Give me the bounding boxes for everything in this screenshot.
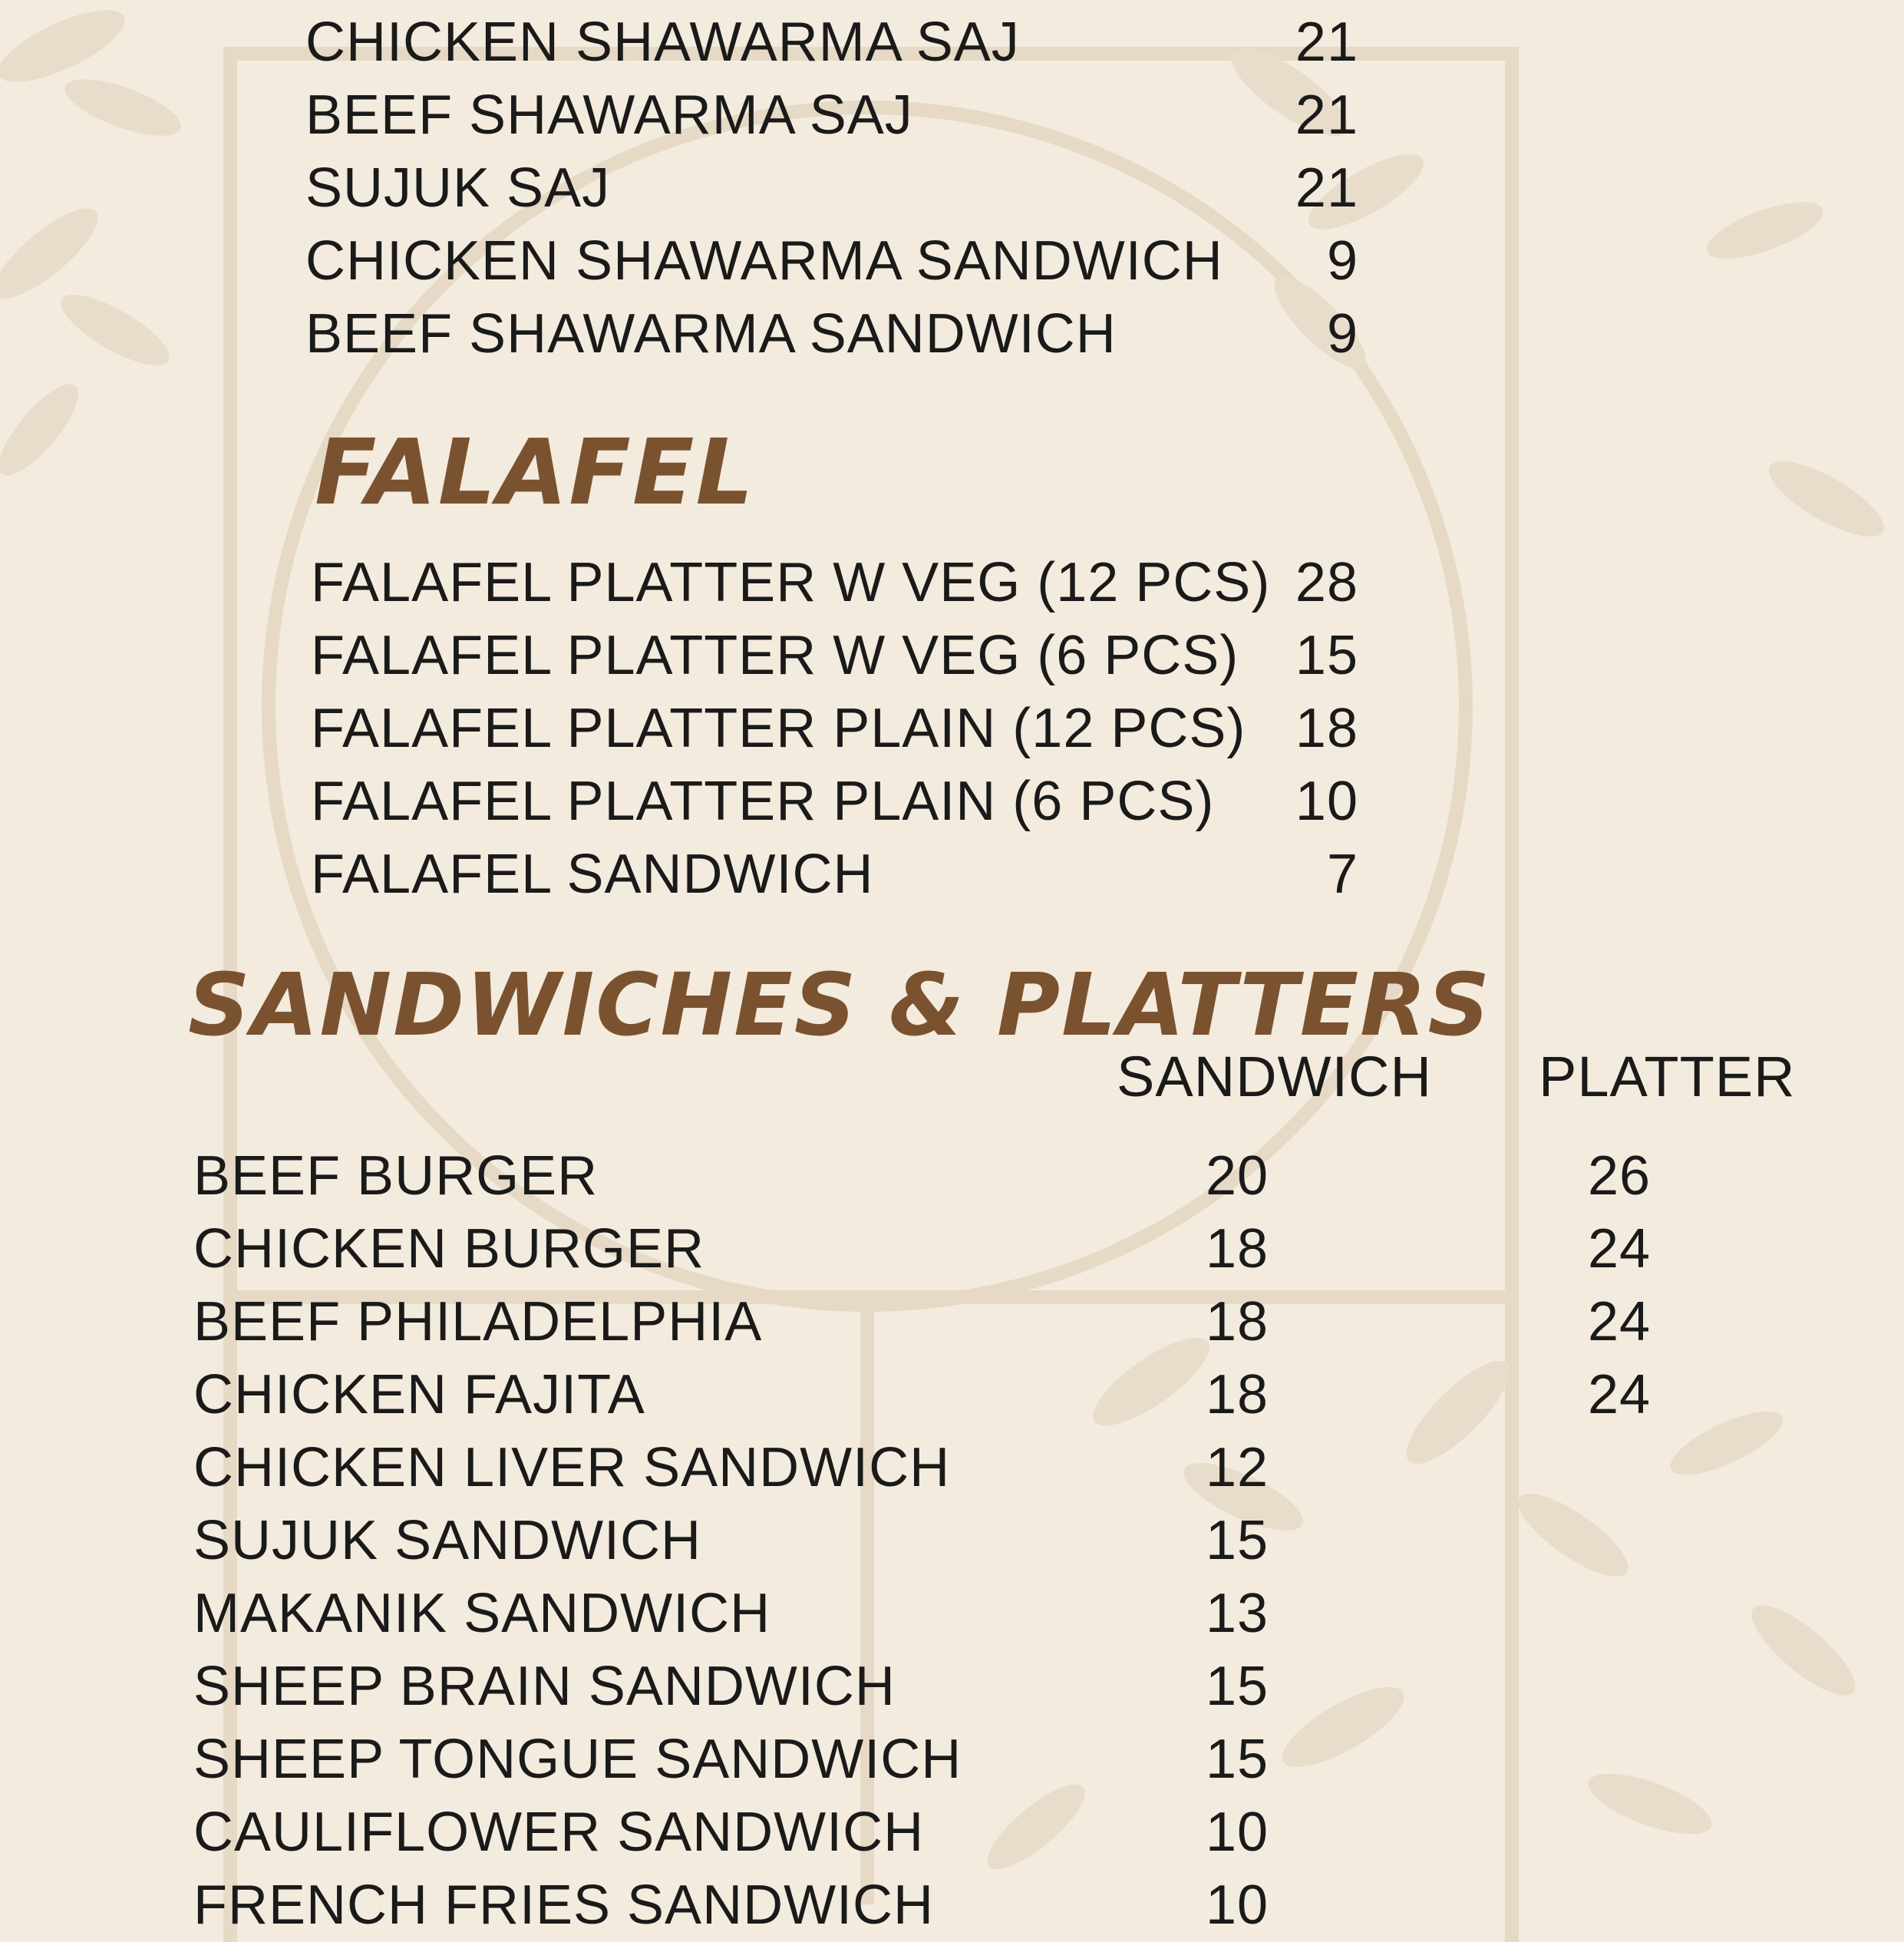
item-price: 21 (1295, 12, 1358, 73)
list-item (305, 298, 1518, 371)
list-item (305, 6, 1518, 79)
item-name: BEEF SHAWARMA SANDWICH (305, 303, 1117, 365)
sandwich-price: 13 (1205, 1583, 1269, 1644)
list-item (311, 692, 1523, 765)
item-name: BEEF PHILADELPHIA (193, 1291, 763, 1352)
table-row (193, 1140, 1728, 1213)
table-row (193, 1213, 1728, 1286)
item-name: SUJUK SAJ (305, 157, 611, 219)
table-row (193, 1577, 1728, 1650)
platter-price: 26 (1587, 1145, 1652, 1207)
item-price: 21 (1295, 157, 1358, 219)
list-item (311, 765, 1523, 838)
list-item (305, 79, 1518, 152)
sandwich-price: 18 (1205, 1218, 1269, 1280)
item-name: SHEEP TONGUE SANDWICH (193, 1729, 962, 1790)
item-name: SHEEP BRAIN SANDWICH (193, 1656, 896, 1717)
list-item (311, 547, 1523, 619)
item-name: FALAFEL PLATTER W VEG (6 PCS) (311, 625, 1239, 686)
platter-price: 24 (1587, 1364, 1652, 1425)
table-row (193, 1796, 1728, 1869)
item-price: 9 (1326, 303, 1358, 365)
item-name: FALAFEL PLATTER W VEG (12 PCS) (311, 552, 1271, 613)
sandwich-price: 12 (1205, 1437, 1269, 1498)
item-name: SUJUK SANDWICH (193, 1510, 702, 1571)
sandwich-price: 10 (1205, 1874, 1269, 1936)
sandwich-price: 10 (1205, 1802, 1269, 1863)
item-name: FALAFEL PLATTER PLAIN (12 PCS) (311, 698, 1246, 759)
sandwich-price: 18 (1205, 1364, 1269, 1425)
list-item (311, 619, 1523, 692)
table-row (193, 1723, 1728, 1796)
sandwich-price: 15 (1205, 1656, 1269, 1717)
item-name: FALAFEL PLATTER PLAIN (6 PCS) (311, 771, 1215, 832)
item-name: CHICKEN SHAWARMA SAJ (305, 12, 1020, 73)
item-price: 28 (1295, 552, 1358, 613)
item-price: 7 (1326, 844, 1358, 905)
item-name: CHICKEN FAJITA (193, 1364, 645, 1425)
table-row (193, 1432, 1728, 1504)
item-price: 21 (1295, 84, 1358, 146)
sandwich-price: 15 (1205, 1729, 1269, 1790)
item-name: BEEF SHAWARMA SAJ (305, 84, 913, 146)
table-row (193, 1650, 1728, 1723)
list-item (311, 838, 1523, 911)
item-name: FALAFEL SANDWICH (311, 844, 874, 905)
sandwich-price: 18 (1205, 1291, 1269, 1352)
item-name: FRENCH FRIES SANDWICH (193, 1874, 935, 1936)
item-name: CHICKEN BURGER (193, 1218, 705, 1280)
platter-price: 24 (1587, 1291, 1652, 1352)
table-row (193, 1286, 1728, 1359)
sandwich-price: 15 (1205, 1510, 1269, 1571)
item-name: MAKANIK SANDWICH (193, 1583, 771, 1644)
table-row (193, 1504, 1728, 1577)
section-heading-sandwiches: SANDWICHES & PLATTERS (188, 956, 1492, 1055)
column-header-platter: PLATTER (1539, 1045, 1796, 1108)
item-price: 15 (1295, 625, 1358, 686)
list-item (305, 225, 1518, 298)
list-item (305, 152, 1518, 225)
item-price: 9 (1326, 230, 1358, 292)
item-price: 18 (1295, 698, 1358, 759)
item-name: CAULIFLOWER SANDWICH (193, 1802, 925, 1863)
table-row (193, 1869, 1728, 1936)
section-heading-falafel: FALAFEL (315, 419, 755, 525)
sandwich-price: 20 (1205, 1145, 1269, 1207)
item-name: CHICKEN LIVER SANDWICH (193, 1437, 951, 1498)
item-price: 10 (1295, 771, 1358, 832)
item-name: CHICKEN SHAWARMA SANDWICH (305, 230, 1223, 292)
table-row (193, 1359, 1728, 1432)
item-name: BEEF BURGER (193, 1145, 599, 1207)
column-header-sandwich: SANDWICH (1117, 1045, 1432, 1108)
platter-price: 24 (1587, 1218, 1652, 1280)
